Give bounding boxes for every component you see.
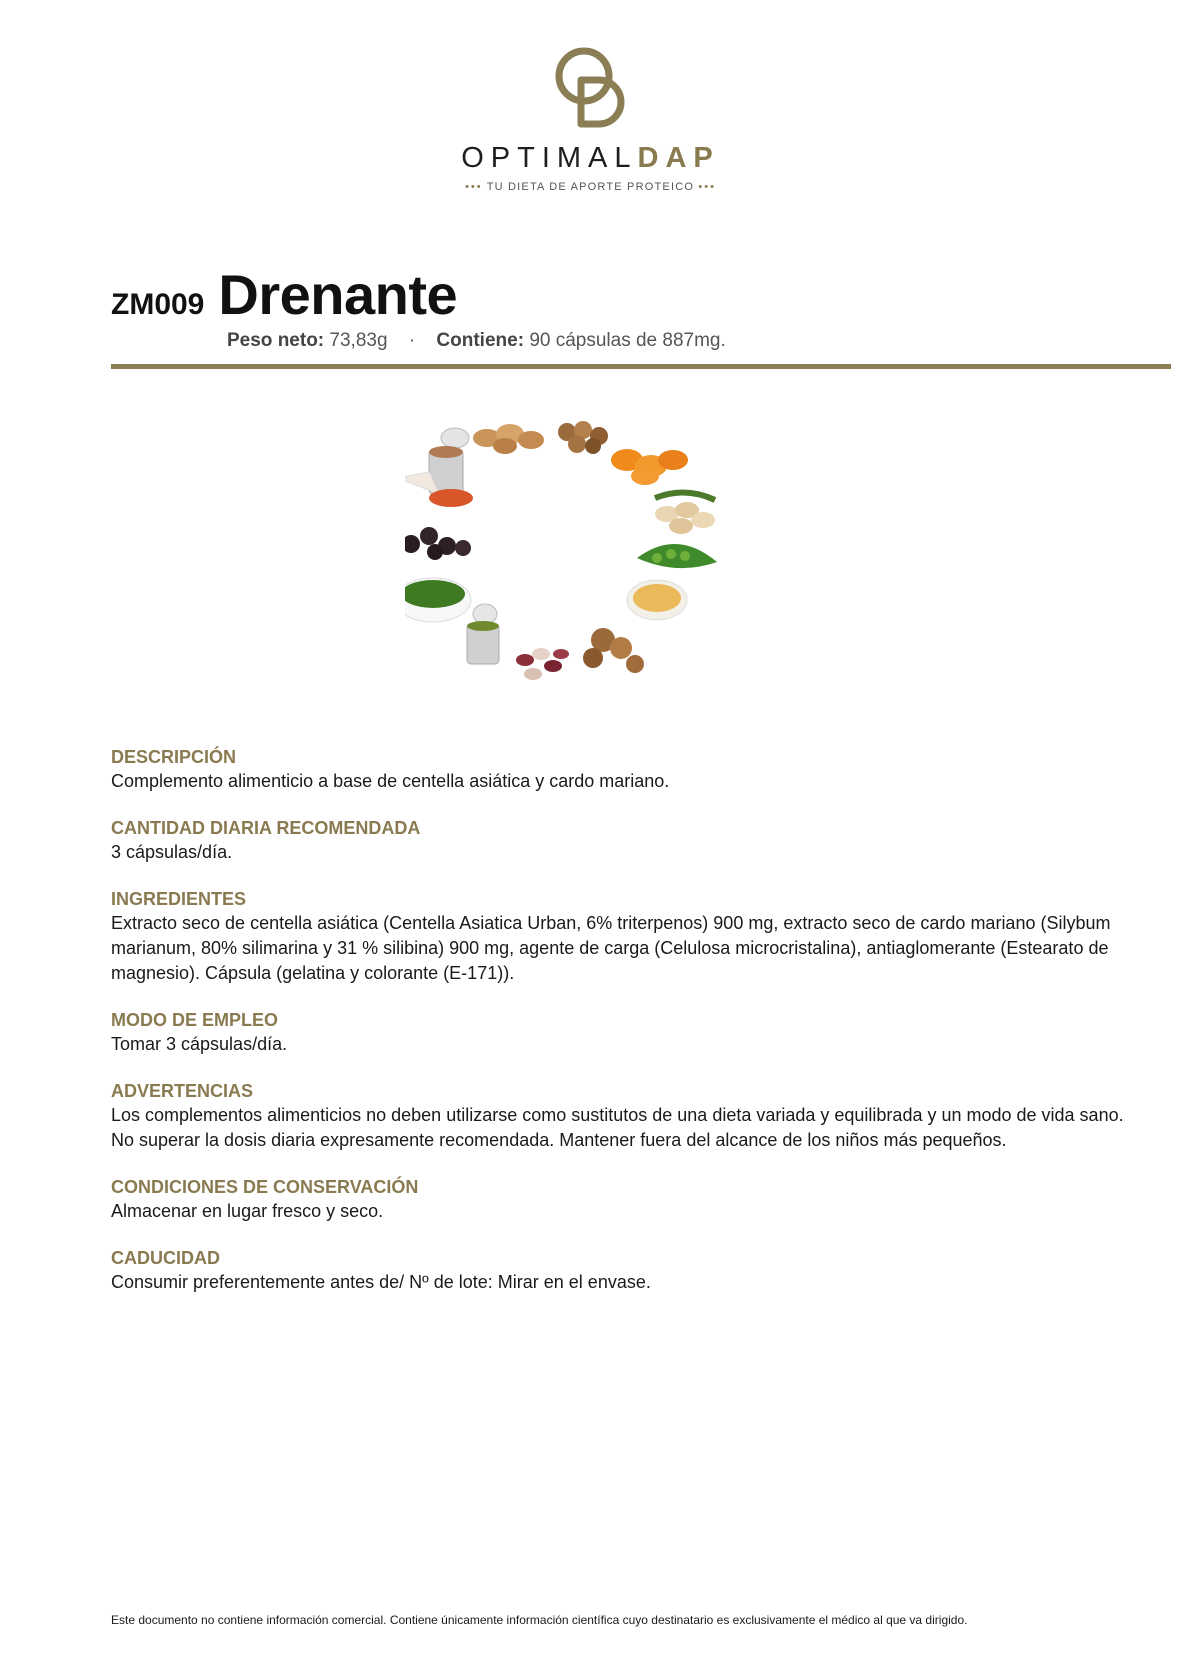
seaweed-bowl-icon [405,578,471,622]
section-usage [111,1008,1131,1057]
section-body: Consumir preferentemente antes de/ Nº de lote: Mirar en el envase. [111,1272,651,1292]
product-code: ZM009 [111,288,205,321]
footer-disclaimer: Este documento no contiene información comercial. Contiene únicamente información científica cuyo destinatario es exclusivamente el médico al que va dirigido. [111,1613,968,1627]
section-daily-amount [111,816,1131,865]
brand-tagline [0,181,1181,193]
section-body: Almacenar en lugar fresco y seco. [111,1201,384,1221]
section-heading: MODO DE EMPLEO [111,1010,279,1030]
od-monogram-icon [551,40,631,130]
contents-label: Contiene: [436,330,525,351]
hummus-bowl-icon [627,580,687,620]
section-expiry [111,1246,1131,1295]
section-heading: DESCRIPCIÓN [111,747,237,767]
wordmark-dark: OPTIMAL [461,142,638,174]
green-peas-icon [637,544,717,568]
prunes-icon [405,527,471,560]
section-heading: INGREDIENTES [111,889,247,909]
nut-cluster-icon [558,421,608,454]
food-ring-image [405,418,765,718]
product-title [111,262,457,327]
tagline-dots-right: ••• [698,181,716,193]
section-heading: CONDICIONES DE CONSERVACIÓN [111,1177,419,1197]
section-body: Complemento alimenticio a base de centella asiática y cardo mariano. [111,771,670,791]
section-body: 3 cápsulas/día. [111,842,233,862]
product-meta [227,330,726,352]
potatoes-icon [473,424,544,454]
product-info [111,745,1131,1317]
dried-apricots-icon [611,449,688,485]
tagline-text: TU DIETA DE APORTE PROTEICO [486,181,695,193]
product-name: Drenante [218,263,458,326]
meta-separator: · [408,330,416,351]
section-ingredients [111,887,1131,986]
green-can-icon [467,604,499,664]
section-heading: ADVERTENCIAS [111,1081,254,1101]
header-divider [111,364,1171,369]
cashews-icon [655,492,715,534]
section-storage [111,1175,1131,1224]
tagline-dots-left: ••• [465,181,483,193]
section-warnings [111,1079,1131,1153]
weight-value: 73,83g [329,330,388,351]
contents-value: 90 cápsulas de 887mg. [529,330,726,351]
wordmark-gold: DAP [637,142,720,174]
section-body: Tomar 3 cápsulas/día. [111,1034,288,1054]
weight-label: Peso neto: [227,330,325,351]
section-heading: CADUCIDAD [111,1248,220,1268]
brand-wordmark [0,142,1181,175]
brand-logo [0,40,1181,193]
section-description [111,745,1131,794]
beans-icon [516,648,569,680]
section-body: Extracto seco de centella asiática (Centella Asiatica Urban, 6% triterpenos) 900 mg, extracto seco de cardo mariano (Silybum marianum, 80% silimarina y 31 % silibina) 900 mg, agente de carga (Celulosa microcristalina), antiaglomerante (Estearato de magnesio). Cápsula (gelatina y colorante (E-171)). [111,913,1111,983]
section-heading: CANTIDAD DIARIA RECOMENDADA [111,818,421,838]
section-body: Los complementos alimenticios no deben utilizarse como sustitutos de una dieta variada y equilibrada y un modo de vida sano. No superar la dosis diaria expresamente recomendada. Mantener fuera del alcance de los niños más pequeños. [111,1105,1124,1150]
walnuts-icon [583,628,644,673]
